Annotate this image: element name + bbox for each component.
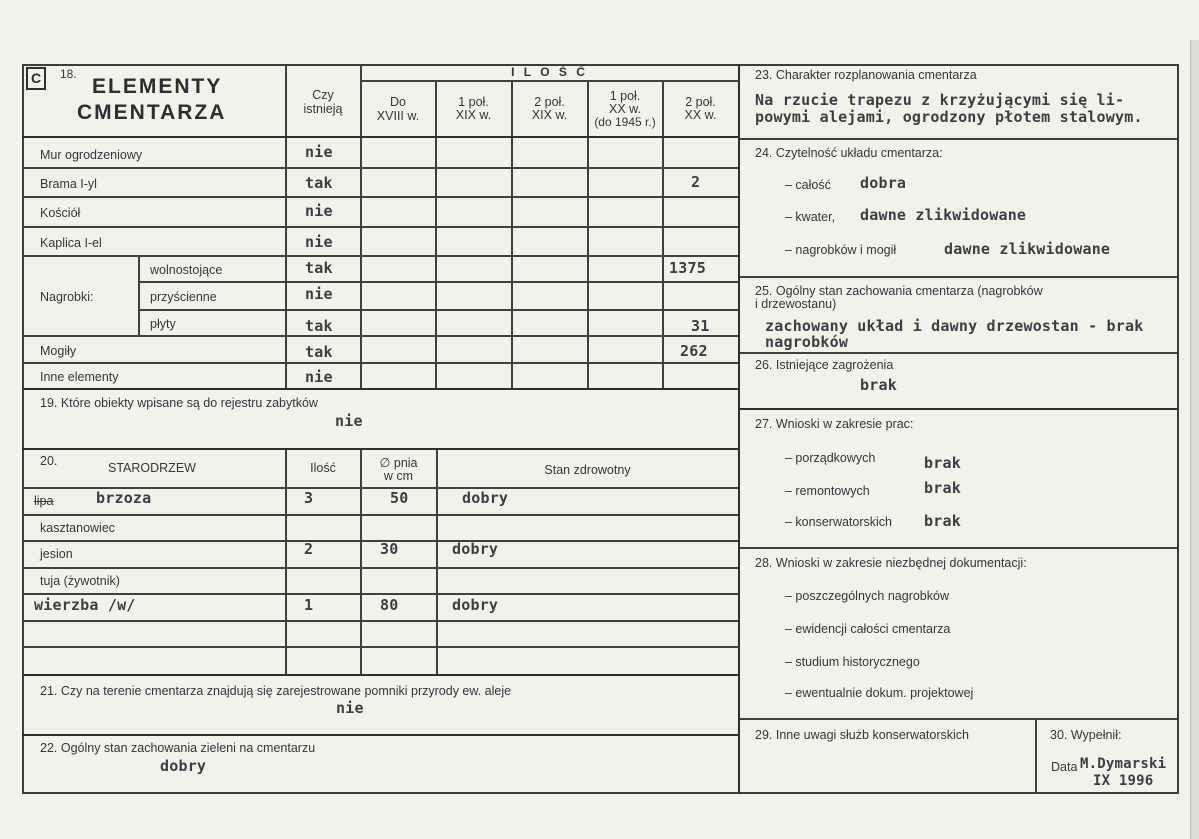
s18-ilosc-line bbox=[360, 80, 738, 82]
s24-item-label: – całość bbox=[785, 178, 831, 192]
tree-printed-tuja: tuja (żywotnik) bbox=[40, 574, 120, 588]
row-exists-kosciol: nie bbox=[305, 202, 333, 220]
row-line bbox=[22, 567, 738, 569]
row-label-kosciol: Kościół bbox=[40, 206, 81, 220]
s20-bottom-line bbox=[22, 674, 738, 676]
s18-col-line bbox=[662, 80, 664, 389]
s24-label: 24. Czytelność układu cmentarza: bbox=[755, 146, 943, 160]
czy-istnieja-label: istnieją bbox=[303, 102, 343, 116]
s18-title-line2: CMENTARZA bbox=[77, 101, 227, 124]
row-line bbox=[22, 362, 738, 364]
period-header: Do bbox=[390, 95, 406, 109]
s24-item-value: dawne zlikwidowane bbox=[860, 206, 1027, 224]
tree-diam: 50 bbox=[390, 489, 409, 507]
s30-date: IX 1996 bbox=[1093, 773, 1154, 789]
row-line bbox=[22, 335, 738, 337]
s29-label: 29. Inne uwagi służb konserwatorskich bbox=[755, 728, 970, 742]
period-header: 2 poł. bbox=[685, 95, 716, 109]
r-line bbox=[740, 408, 1177, 410]
nagrobki-wolnostojace-count: 1375 bbox=[669, 259, 706, 277]
s27-item-label: – konserwatorskich bbox=[785, 515, 892, 529]
period-header: XX w. bbox=[684, 108, 717, 122]
row-line bbox=[138, 309, 738, 311]
s25-label: 25. Ogólny stan zachowania cmentarza (nagrobków bbox=[755, 284, 1043, 298]
row-line bbox=[22, 514, 738, 516]
s19-value: nie bbox=[335, 412, 363, 430]
s20-col-line bbox=[360, 450, 362, 674]
tree-state: dobry bbox=[452, 596, 499, 614]
s20-col-line bbox=[436, 450, 438, 674]
s25-line2: nagrobków bbox=[765, 333, 849, 351]
s20-col-pien: w cm bbox=[383, 469, 414, 483]
tree-count: 3 bbox=[304, 489, 314, 507]
row-line bbox=[138, 281, 738, 283]
nagrobki-plyty-count: 31 bbox=[691, 317, 710, 335]
s30-name: M.Dymarski bbox=[1080, 756, 1167, 772]
s23-line2: powymi alejami, ogrodzony płotem stalowym. bbox=[755, 108, 1143, 126]
row-line bbox=[22, 226, 738, 228]
tree-printed-lipa: lipa bbox=[34, 494, 54, 508]
s19-bottom-line bbox=[22, 448, 738, 450]
s20-col-stan: Stan zdrowotny bbox=[544, 463, 631, 477]
s24-item-value: dobra bbox=[860, 174, 907, 192]
tree-diam: 30 bbox=[380, 540, 399, 558]
row-line bbox=[22, 196, 738, 198]
s21-bottom-line bbox=[22, 734, 738, 736]
s26-label: 26. Istniejące zagrożenia bbox=[755, 358, 894, 372]
row-count-brama: 2 bbox=[691, 173, 701, 191]
s27-label: 27. Wnioski w zakresie prac: bbox=[755, 417, 914, 431]
period-header: XIX w. bbox=[531, 108, 568, 122]
s18-bottom-line bbox=[22, 388, 738, 390]
s18-title-line1: ELEMENTY bbox=[92, 75, 223, 98]
s28-item: – studium historycznego bbox=[785, 655, 920, 669]
nagrobki-wolnostojace-label: wolnostojące bbox=[150, 263, 223, 277]
r-line bbox=[740, 547, 1177, 549]
ilosc-header: I L O Ś Ć bbox=[511, 65, 588, 79]
s28-label: 28. Wnioski w zakresie niezbędnej dokumentacji: bbox=[755, 556, 1027, 570]
r-col-line bbox=[1035, 718, 1037, 794]
nagrobki-label: Nagrobki: bbox=[40, 290, 94, 304]
tree-count: 2 bbox=[304, 540, 314, 558]
row-count-mogily: 262 bbox=[680, 342, 708, 360]
s24-item-value: dawne zlikwidowane bbox=[944, 240, 1111, 258]
s24-item-label: – kwater, bbox=[785, 210, 836, 224]
s28-item: – poszczególnych nagrobków bbox=[785, 589, 949, 603]
s23-line1: Na rzucie trapezu z krzyżującymi się li- bbox=[755, 91, 1125, 109]
nagrobki-przyscienne-label: przyścienne bbox=[150, 290, 217, 304]
s30-data-label: Data bbox=[1051, 760, 1078, 774]
tree-typed-wierzba: wierzba /w/ bbox=[34, 596, 136, 614]
row-exists-kaplica: nie bbox=[305, 233, 333, 251]
row-line bbox=[22, 255, 738, 257]
nagrobki-plyty-exists: tak bbox=[305, 317, 333, 335]
r-line bbox=[740, 138, 1177, 140]
period-header: 1 poł. bbox=[609, 89, 641, 103]
s27-item-label: – remontowych bbox=[785, 484, 870, 498]
nagrobki-col-line bbox=[138, 255, 140, 335]
column-divider bbox=[738, 64, 740, 794]
nagrobki-przyscienne-exists: nie bbox=[305, 285, 333, 303]
row-line bbox=[22, 620, 738, 622]
s18-col-line bbox=[435, 80, 437, 389]
s22-value: dobry bbox=[160, 757, 207, 775]
period-header: 1 poł. bbox=[458, 95, 489, 109]
s18-number: 18. bbox=[60, 67, 77, 81]
row-label-mur: Mur ogrodzeniowy bbox=[40, 148, 143, 162]
tree-state: dobry bbox=[462, 489, 509, 507]
s27-item-value: brak bbox=[924, 454, 961, 472]
s18-col-line bbox=[511, 80, 513, 389]
nagrobki-wolnostojace-exists: tak bbox=[305, 259, 333, 277]
s22-label: 22. Ogólny stan zachowania zieleni na cmentarzu bbox=[40, 741, 316, 755]
tree-state: dobry bbox=[452, 540, 499, 558]
s26-value: brak bbox=[860, 376, 897, 394]
s20-col-pien: ∅ pnia bbox=[379, 456, 418, 470]
tree-printed-jesion: jesion bbox=[40, 547, 73, 561]
period-header: 2 poł. bbox=[534, 95, 565, 109]
tree-diam: 80 bbox=[380, 596, 399, 614]
row-exists-inne: nie bbox=[305, 368, 333, 386]
s20-title: STARODRZEW bbox=[108, 461, 196, 475]
s27-item-value: brak bbox=[924, 512, 961, 530]
row-label-inne: Inne elementy bbox=[40, 370, 119, 384]
s25-label: i drzewostanu) bbox=[755, 297, 837, 311]
s21-label: 21. Czy na terenie cmentarza znajdują się zarejestrowane pomniki przyrody ew. aleje bbox=[40, 684, 512, 698]
s25-line1: zachowany układ i dawny drzewostan - brak bbox=[765, 317, 1144, 335]
row-line bbox=[22, 646, 738, 648]
card-edge bbox=[1190, 40, 1199, 839]
s21-value: nie bbox=[336, 699, 364, 717]
tree-count: 1 bbox=[304, 596, 314, 614]
row-line bbox=[22, 167, 738, 169]
s20-col-ilosc: Ilość bbox=[310, 461, 336, 475]
r-line bbox=[740, 718, 1177, 720]
period-header: XX w. bbox=[609, 102, 641, 116]
period-header: XIX w. bbox=[455, 108, 492, 122]
section-letter-box: C bbox=[26, 67, 46, 90]
s23-label: 23. Charakter rozplanowania cmentarza bbox=[755, 68, 977, 82]
s19-label: 19. Które obiekty wpisane są do rejestru zabytków bbox=[40, 396, 318, 410]
s27-item-value: brak bbox=[924, 479, 961, 497]
row-exists-brama: tak bbox=[305, 174, 333, 192]
czy-istnieja-label: Czy bbox=[312, 88, 334, 102]
r-line bbox=[740, 276, 1177, 278]
row-label-brama: Brama I-yl bbox=[40, 177, 97, 191]
s28-item: – ewidencji całości cmentarza bbox=[785, 622, 951, 636]
s28-item: – ewentualnie dokum. projektowej bbox=[785, 686, 974, 700]
nagrobki-plyty-label: płyty bbox=[150, 317, 176, 331]
s18-header-line bbox=[22, 136, 738, 138]
tree-printed-kasztanowiec: kasztanowiec bbox=[40, 521, 116, 535]
s24-item-label: – nagrobków i mogił bbox=[785, 243, 897, 257]
s20-number: 20. bbox=[40, 454, 58, 468]
row-label-kaplica: Kaplica I-el bbox=[40, 236, 102, 250]
r-line bbox=[740, 352, 1177, 354]
s27-item-label: – porządkowych bbox=[785, 451, 876, 465]
period-header: (do 1945 r.) bbox=[594, 115, 656, 129]
s30-label: 30. Wypełnił: bbox=[1050, 728, 1122, 742]
row-label-mogily: Mogiły bbox=[40, 344, 77, 358]
period-header: XVIII w. bbox=[376, 109, 420, 123]
row-exists-mur: nie bbox=[305, 143, 333, 161]
tree-typed-brzoza: brzoza bbox=[96, 489, 152, 507]
s20-col-line bbox=[285, 450, 287, 674]
row-line bbox=[22, 593, 738, 595]
row-exists-mogily: tak bbox=[305, 343, 333, 361]
